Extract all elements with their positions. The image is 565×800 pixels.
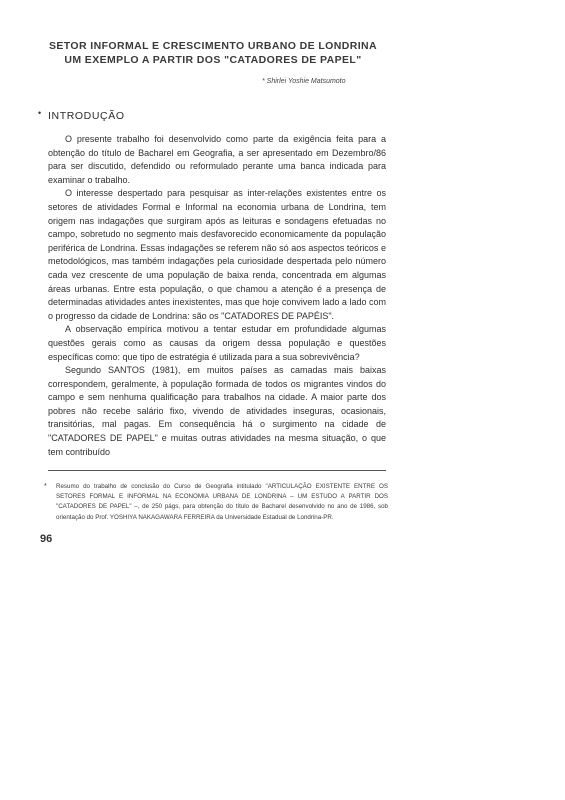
- body-text: [48, 133, 386, 459]
- body-paragraph: A observação empírica motivou a tentar estudar em profundidade algumas questões gerais como as causas da origem dessa população e questões específicas como: que tipo de estratégia é utilizada para a sua sobrevivência?: [48, 324, 386, 362]
- body-paragraph: O interesse despertado para pesquisar as inter-relações existentes entre os setores de atividades Formal e Informal na economia urbana de Londrina, tem origem nas indagações que surgiram após as leituras e sondagens efetuadas no campo, sobretudo no segmento mais desfavorecido economicamente da população periférica de Londrina. Essas indagações se referem não só aos aspectos teóricos e metodológicos, mas também indagações pela curiosidade despertada pelo número cada vez crescente de uma população de baixa renda, concentrada em algumas áreas urbanas. Entre esta população, o que chamou a atenção é a presença de determinadas atividades antes inexistentes, mas que hoje convivem lado a lado com o progresso da cidade de Londrina: são os "CATADORES DE PAPÉIS".: [48, 188, 386, 321]
- body-paragraph: Segundo SANTOS (1981), em muitos países as camadas mais baixas correspondem, geralmente, à população formada de todos os migrantes vindos do campo e sem nenhuma qualificação para trabalhos na cidade. A maior parte dos pobres não recebe salário fixo, vivendo de atividades inseguras, ocasionais, transitórias, mal pagas. Em consequência há o surgimento na cidade de "CATADORES DE PAPEL" e muitas outras atividades na mesma situação, o que tem contribuído: [48, 365, 386, 457]
- footnote-marker: *: [44, 483, 47, 490]
- author-name: * Shirlei Yoshie Matsumoto: [262, 78, 346, 85]
- body-paragraph: O presente trabalho foi desenvolvido como parte da exigência feita para a obtenção do título de Bacharel em Geografia, a ser apresentado em Dezembro/86 para ser discutido, defendido ou reformulado perante uma banca indicada para examinar o trabalho.: [48, 134, 386, 185]
- section-heading: INTRODUÇÃO: [48, 110, 125, 122]
- footnote-text: Resumo do trabalho de conclusão do Curso de Geografia intitulado "ARTICULAÇÃO EXISTENTE ENTRE OS SETORES FORMAL E INFORMAL NA ECONOMIA URBANA DE LONDRINA – UM ESTUDO A PARTIR DOS "CATADORES DE PAPEL" –, de 250 págs, para obtenção do título de Bacharel desenvolvido no ano de 1986, sob orientação do Prof. YOSHIYA NAKAGAWARA FERREIRA da Universidade Estadual de Londrina-PR.: [56, 483, 388, 521]
- article-title-line-2: UM EXEMPLO A PARTIR DOS "CATADORES DE PAPEL": [64, 54, 362, 66]
- page-number: 96: [40, 533, 53, 545]
- article-title-line-1: SETOR INFORMAL E CRESCIMENTO URBANO DE LONDRINA: [49, 40, 377, 52]
- footnote-divider: [48, 470, 386, 471]
- margin-bullet-mark: •: [38, 108, 42, 118]
